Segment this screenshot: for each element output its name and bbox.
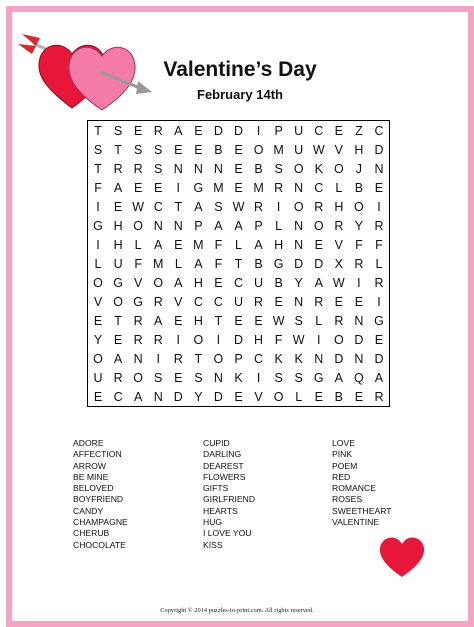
grid-letter: E — [274, 294, 283, 309]
grid-letter: O — [333, 332, 344, 347]
copyright-notice: Copyright © 2014 puzzles-to-print.com. All rights reserved. — [160, 607, 314, 614]
page-title: Valentine’s Day — [163, 58, 317, 81]
grid-letter: E — [93, 313, 103, 328]
grid-letter: H — [113, 237, 123, 252]
grid-letter: O — [333, 161, 344, 176]
word-search-grid — [87, 120, 390, 407]
grid-letter: V — [254, 389, 263, 404]
word-list-item: GIFTS — [203, 483, 229, 494]
grid-letter: N — [294, 218, 304, 233]
grid-letter: A — [133, 389, 143, 404]
grid-letter: O — [133, 218, 144, 233]
grid-letter: I — [216, 332, 221, 347]
grid-letter: Y — [93, 332, 103, 347]
grid-letter: M — [213, 180, 224, 195]
grid-letter: V — [174, 294, 183, 309]
word-list-item: SWEETHEART — [332, 505, 392, 516]
grid-letter: O — [293, 199, 304, 214]
grid-letter: S — [274, 370, 283, 385]
grid-letter: E — [234, 313, 243, 328]
grid-letter: R — [153, 294, 163, 309]
grid-letter: L — [295, 389, 303, 404]
word-list-item: HEARTS — [203, 505, 238, 516]
grid-letter: E — [174, 313, 183, 328]
grid-letter: S — [294, 370, 303, 385]
grid-letter: T — [94, 161, 102, 176]
grid-letter: E — [234, 161, 243, 176]
grid-letter: D — [233, 332, 243, 347]
grid-letter: M — [273, 142, 284, 157]
grid-letter: N — [354, 351, 364, 366]
grid-letter: E — [374, 180, 384, 195]
grid-letter: S — [93, 142, 103, 157]
grid-letter: N — [133, 351, 143, 366]
grid-letter: R — [113, 370, 123, 385]
grid-letter: R — [374, 389, 384, 404]
grid-letter: R — [254, 199, 264, 214]
grid-letter: L — [315, 313, 323, 328]
grid-letter: R — [334, 218, 344, 233]
grid-letter: N — [314, 351, 324, 366]
grid-letter: T — [114, 313, 122, 328]
grid-letter: U — [254, 275, 264, 290]
grid-letter: H — [274, 237, 284, 252]
grid-letter: E — [174, 142, 183, 157]
grid-letter: B — [354, 180, 364, 195]
grid-letter: U — [294, 123, 304, 138]
grid-letter: O — [253, 142, 264, 157]
grid-letter: O — [153, 275, 164, 290]
word-list-column-1 — [73, 438, 203, 551]
word-list-item: BE MINE — [73, 471, 109, 482]
word-list-item: ROSES — [332, 494, 363, 505]
grid-letter: O — [93, 275, 103, 290]
grid-letter: I — [176, 180, 181, 195]
grid-letter: E — [314, 237, 323, 252]
grid-letter: O — [273, 389, 284, 404]
grid-letter: E — [194, 142, 203, 157]
word-list-item: GIRLFRIEND — [203, 494, 256, 505]
grid-letter: Y — [354, 218, 364, 233]
word-list-item: BELOVED — [73, 483, 114, 494]
grid-letter: U — [113, 256, 123, 271]
grid-letter: F — [355, 237, 363, 252]
grid-letter: A — [374, 370, 384, 385]
grid-letter: R — [274, 180, 284, 195]
word-list-item: VALENTINE — [332, 517, 380, 528]
grid-letter: K — [274, 351, 283, 366]
grid-letter: C — [153, 199, 163, 214]
grid-letter: E — [174, 370, 183, 385]
grid-letter: L — [335, 180, 343, 195]
grid-letter: W — [272, 313, 285, 328]
grid-letter: F — [94, 180, 102, 195]
grid-letter: T — [114, 142, 122, 157]
grid-letter: E — [354, 389, 364, 404]
grid-letter: E — [133, 123, 143, 138]
grid-letter: N — [294, 294, 304, 309]
grid-letter: G — [133, 294, 144, 309]
grid-letter: W — [312, 142, 325, 157]
grid-letter: R — [153, 332, 163, 347]
grid-letter: U — [93, 370, 103, 385]
grid-letter: C — [374, 123, 384, 138]
grid-letter: T — [214, 313, 223, 328]
grid-letter: S — [154, 161, 163, 176]
grid-letter: D — [294, 256, 304, 271]
grid-letter: A — [174, 275, 183, 290]
grid-letter: A — [314, 275, 323, 290]
grid-letter: X — [334, 256, 343, 271]
grid-letter: E — [234, 389, 243, 404]
grid-letter: G — [93, 218, 103, 233]
word-list-item: BOYFRIEND — [73, 494, 124, 505]
word-list-item: AFFECTION — [73, 449, 122, 460]
grid-letter: O — [93, 351, 103, 366]
word-list-item: POEM — [332, 460, 358, 471]
grid-letter: R — [334, 313, 344, 328]
grid-letter: N — [153, 218, 163, 233]
grid-letter: E — [214, 275, 223, 290]
grid-letter: E — [334, 123, 343, 138]
grid-letter: P — [194, 218, 203, 233]
grid-letter: K — [294, 351, 303, 366]
grid-letter: O — [213, 351, 224, 366]
word-list — [73, 438, 413, 551]
grid-letter: M — [253, 180, 264, 195]
grid-letter: N — [173, 218, 183, 233]
grid-letter: G — [193, 180, 204, 195]
grid-letter: Z — [355, 123, 363, 138]
grid-letter: F — [214, 237, 223, 252]
grid-letter: Y — [294, 275, 303, 290]
grid-letter: C — [314, 180, 324, 195]
grid-letter: N — [294, 180, 304, 195]
grid-letter: A — [174, 123, 183, 138]
grid-letter: E — [334, 294, 343, 309]
grid-letter: S — [113, 123, 123, 138]
grid-letter: S — [294, 313, 303, 328]
grid-letter: N — [213, 161, 223, 176]
grid-letter: P — [234, 351, 243, 366]
grid-letter: Q — [354, 370, 364, 385]
grid-letter: R — [374, 218, 384, 233]
grid-letter: E — [234, 142, 243, 157]
grid-letter: V — [133, 275, 143, 290]
grid-letter: T — [94, 123, 102, 138]
grid-letter: O — [293, 161, 304, 176]
grid-letter: J — [355, 161, 363, 176]
grid-letter: N — [193, 161, 203, 176]
word-list-item: CANDY — [73, 505, 104, 516]
word-list-item: DARLING — [203, 449, 242, 460]
grid-letter: U — [233, 294, 243, 309]
grid-letter: D — [374, 351, 384, 366]
word-list-item: KISS — [203, 539, 223, 550]
grid-letter: N — [173, 161, 183, 176]
grid-letter: R — [153, 123, 163, 138]
word-list-item: FLOWERS — [203, 471, 246, 482]
grid-letter: D — [334, 351, 344, 366]
grid-letter: R — [133, 332, 143, 347]
word-list-item: PINK — [332, 449, 353, 460]
grid-letter: H — [113, 218, 123, 233]
grid-letter: C — [113, 389, 123, 404]
grid-letter: C — [233, 275, 243, 290]
grid-letter: V — [334, 142, 343, 157]
grid-letter: D — [354, 332, 364, 347]
grid-letter: P — [274, 123, 283, 138]
word-list-item: HUG — [203, 517, 223, 528]
grid-letter: H — [334, 199, 344, 214]
grid-letter: A — [154, 237, 163, 252]
grid-letter: A — [194, 256, 203, 271]
grid-letter: I — [256, 123, 261, 138]
grid-letter: L — [94, 256, 102, 271]
grid-letter: W — [232, 199, 245, 214]
page-subtitle: February 14th — [197, 87, 283, 102]
grid-letter: N — [294, 237, 304, 252]
grid-letter: G — [374, 313, 384, 328]
grid-letter: G — [113, 275, 123, 290]
grid-letter: W — [332, 275, 345, 290]
word-list-item: ARROW — [73, 460, 106, 471]
grid-letter: V — [93, 294, 103, 309]
word-list-item: CHOCOLATE — [73, 539, 126, 550]
grid-letter: B — [334, 389, 343, 404]
grid-letter: L — [275, 218, 283, 233]
grid-letter: O — [113, 294, 123, 309]
grid-letter: K — [314, 161, 323, 176]
grid-letter: N — [153, 389, 163, 404]
grid-letter: I — [377, 199, 381, 214]
grid-letter: E — [93, 389, 103, 404]
grid-letter: A — [334, 370, 343, 385]
grid-letter: S — [154, 142, 163, 157]
grid-letter: A — [154, 313, 163, 328]
grid-letter: E — [314, 389, 323, 404]
grid-letter: H — [193, 313, 203, 328]
grid-letter: C — [193, 294, 203, 309]
grid-letter: N — [354, 313, 364, 328]
grid-letter: F — [214, 256, 223, 271]
word-list-item: CUPID — [203, 438, 230, 448]
grid-letter: I — [276, 199, 281, 214]
word-list-item: RED — [332, 471, 351, 482]
grid-letter: S — [194, 370, 203, 385]
grid-letter: W — [132, 199, 145, 214]
grid-letter: R — [314, 199, 324, 214]
grid-letter: E — [174, 237, 183, 252]
grid-letter: I — [156, 351, 160, 366]
word-list-item: DEAREST — [203, 460, 244, 471]
grid-letter: E — [154, 180, 163, 195]
grid-letter: T — [234, 256, 243, 271]
grid-letter: I — [96, 237, 100, 252]
grid-letter: M — [153, 256, 164, 271]
grid-letter: E — [194, 123, 203, 138]
word-list-item: CHERUB — [73, 528, 110, 539]
grid-letter: E — [254, 313, 263, 328]
grid-letter: S — [133, 142, 143, 157]
grid-letter: O — [193, 332, 204, 347]
grid-letter: I — [317, 332, 321, 347]
grid-letter: R — [113, 161, 123, 176]
grid-letter: E — [113, 199, 123, 214]
word-list-item: ADORE — [73, 438, 104, 448]
grid-letter: C — [213, 294, 223, 309]
grid-letter: L — [134, 237, 142, 252]
grid-letter: A — [113, 180, 123, 195]
grid-letter: B — [254, 256, 263, 271]
grid-letter: I — [357, 275, 361, 290]
grid-letter: G — [313, 370, 324, 385]
grid-letter: D — [314, 256, 324, 271]
grid-letter: R — [254, 294, 264, 309]
grid-letter: A — [214, 218, 223, 233]
grid-letter: N — [374, 161, 384, 176]
grid-letter: I — [256, 370, 261, 385]
grid-letter: L — [235, 237, 242, 252]
grid-letter: A — [113, 351, 123, 366]
word-list-column-3 — [332, 438, 412, 551]
grid-letter: T — [194, 351, 203, 366]
grid-letter: D — [374, 142, 384, 157]
grid-letter: I — [96, 199, 100, 214]
grid-letter: S — [154, 370, 163, 385]
grid-letter: P — [254, 218, 263, 233]
grid-letter: D — [173, 389, 183, 404]
word-list-item: LOVE — [332, 438, 355, 448]
grid-letter: I — [176, 332, 181, 347]
grid-letter: E — [113, 332, 123, 347]
grid-letter: D — [213, 123, 223, 138]
grid-letter: V — [334, 237, 343, 252]
grid-letter: K — [234, 370, 243, 385]
grid-letter: W — [292, 332, 305, 347]
grid-letter: S — [274, 161, 283, 176]
word-list-item: CHAMPAGNE — [73, 517, 128, 528]
grid-letter: T — [174, 199, 183, 214]
grid-letter: H — [254, 332, 264, 347]
grid-letter: C — [254, 351, 264, 366]
grid-letter: F — [375, 237, 383, 252]
heart-icon — [378, 536, 426, 578]
grid-letter: A — [194, 199, 203, 214]
grid-letter: L — [174, 256, 182, 271]
grid-letter: E — [234, 180, 243, 195]
grid-letter: B — [274, 275, 283, 290]
grid-letter: L — [375, 256, 383, 271]
grid-letter: C — [314, 123, 324, 138]
grid-letter: R — [133, 313, 143, 328]
grid-letter: D — [213, 389, 223, 404]
grid-letter: S — [214, 199, 223, 214]
grid-letter: R — [133, 161, 143, 176]
grid-letter: U — [294, 142, 304, 157]
grid-letter: R — [173, 351, 183, 366]
grid-letter: R — [314, 294, 324, 309]
grid-letter: Y — [194, 389, 203, 404]
grid-letter: O — [133, 370, 144, 385]
hearts-with-arrow-icon — [12, 24, 152, 114]
grid-letter: H — [354, 142, 364, 157]
grid-letter: F — [274, 332, 283, 347]
word-list-item: ROMANCE — [332, 483, 376, 494]
grid-letter: H — [193, 275, 203, 290]
grid-letter: N — [213, 370, 223, 385]
grid-letter: M — [193, 237, 204, 252]
grid-letter: I — [377, 294, 381, 309]
grid-letter: R — [374, 275, 384, 290]
grid-letter: O — [313, 218, 324, 233]
grid-letter: F — [134, 256, 142, 271]
grid-letter: B — [254, 161, 263, 176]
grid-letter: E — [374, 332, 384, 347]
grid-letter: D — [233, 123, 243, 138]
grid-letter: A — [234, 218, 243, 233]
grid-letter: O — [354, 199, 364, 214]
word-list-column-2 — [203, 438, 332, 551]
grid-letter: R — [354, 256, 364, 271]
grid-letter: B — [214, 142, 223, 157]
grid-letter: G — [273, 256, 284, 271]
word-list-item: I LOVE YOU — [203, 528, 252, 539]
grid-letter: E — [133, 180, 143, 195]
grid-letter: E — [354, 294, 364, 309]
grid-letter: A — [254, 237, 263, 252]
